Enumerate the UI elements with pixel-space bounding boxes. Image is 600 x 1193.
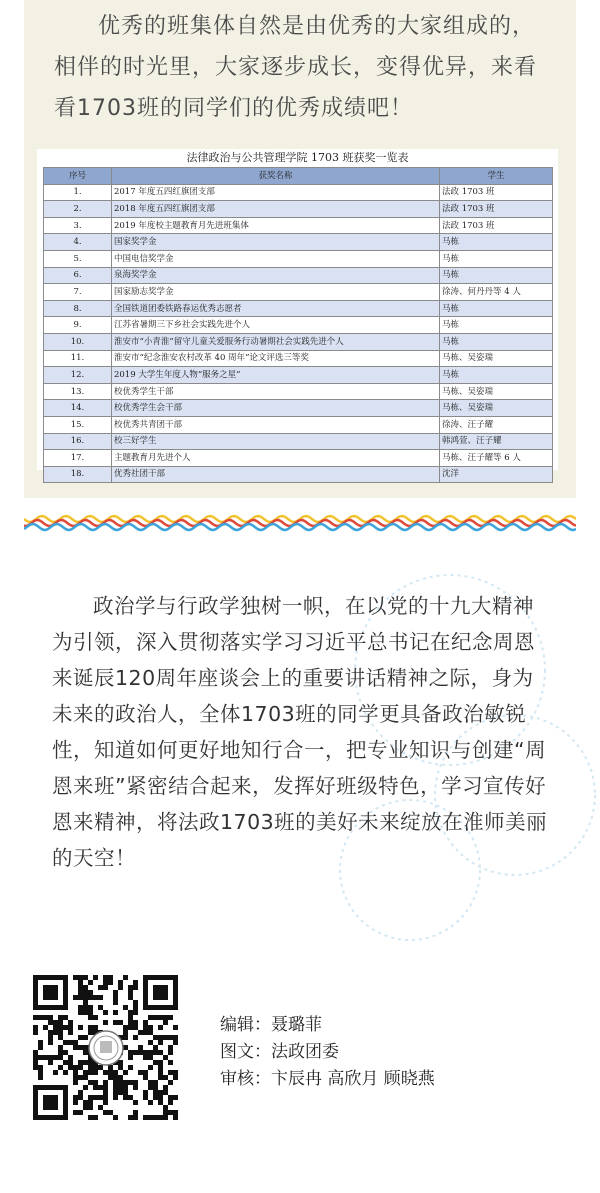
award-row (44, 433, 553, 450)
award-row-no: 8. (44, 300, 112, 317)
award-row-no: 13. (44, 383, 112, 400)
award-row-student: 马栋、吴姿瑞 (440, 383, 553, 400)
award-row (44, 367, 553, 384)
award-table-header-row (44, 168, 553, 185)
award-row-no: 5. (44, 250, 112, 267)
award-row-student: 法政 1703 班 (440, 184, 553, 201)
award-row-name: 2019 大学生年度人物“服务之星” (112, 367, 440, 384)
award-row-name: 校优秀共青团干部 (112, 416, 440, 433)
award-row (44, 217, 553, 234)
award-row-name: 淮安市“小青淮”留守儿童关爱服务行动暑期社会实践先进个人 (112, 333, 440, 350)
header-no: 序号 (44, 168, 112, 185)
award-row-name: 校优秀学生会干部 (112, 400, 440, 417)
award-row-no: 2. (44, 201, 112, 218)
award-row-student: 法政 1703 班 (440, 217, 553, 234)
award-row-no: 11. (44, 350, 112, 367)
award-row-student: 马栋 (440, 250, 553, 267)
award-row-no: 18. (44, 466, 112, 483)
award-row (44, 466, 553, 483)
award-row-student: 沈洋 (440, 466, 553, 483)
award-row (44, 383, 553, 400)
award-row-student: 马栋 (440, 267, 553, 284)
award-row-student: 马栋、汪子耀等 6 人 (440, 450, 553, 467)
award-row (44, 267, 553, 284)
credits (220, 1012, 435, 1093)
award-row-student: 韩鸿萱、汪子耀 (440, 433, 553, 450)
award-table-body (44, 184, 553, 483)
award-row-name: 全国铁道团委铁路春运优秀志愿者 (112, 300, 440, 317)
body-paragraph: 政治学与行政学独树一帜，在以党的十九大精神为引领，深入贯彻落实学习习近平总书记在纪念周恩来诞辰120周年座谈会上的重要讲话精神之际，身为未来的政治人，全体1703班的同学更具备政治敏锐性，知道如何更好地知行合一，把专业知识与创建“周恩来班”紧密结合起来，发挥好班级特色，学习宣传好恩来精神，将法政1703班的美好未来绽放在淮师美丽的天空！ (52, 594, 548, 870)
award-row-no: 1. (44, 184, 112, 201)
award-row-name: 淮安市“纪念淮安农村改革 40 周年”论文评选三等奖 (112, 350, 440, 367)
award-table (43, 167, 553, 483)
qr-code[interactable] (20, 968, 192, 1128)
award-row-name: 优秀社团干部 (112, 466, 440, 483)
award-row-no: 10. (44, 333, 112, 350)
award-table-image (37, 149, 558, 480)
intro-paragraph: 优秀的班集体自然是由优秀的大家组成的，相伴的时光里，大家逐步成长，变得优异，来看看1703班的同学们的优秀成绩吧！ (54, 14, 538, 121)
award-row-student: 马栋、吴姿瑞 (440, 400, 553, 417)
award-row (44, 201, 553, 218)
award-row-name: 国家励志奖学金 (112, 284, 440, 301)
award-row-student: 徐涛、何丹丹等 4 人 (440, 284, 553, 301)
award-row-name: 2017 年度五四红旗团支部 (112, 184, 440, 201)
award-row-student: 马栋 (440, 234, 553, 251)
award-row-student: 马栋、吴姿瑞 (440, 350, 553, 367)
award-row-student: 马栋 (440, 333, 553, 350)
award-row-name: 中国电信奖学金 (112, 250, 440, 267)
award-row-no: 17. (44, 450, 112, 467)
award-row-student: 徐涛、汪子耀 (440, 416, 553, 433)
intro-text (24, 6, 576, 129)
credit-editor: 编辑：聂璐菲 (220, 1015, 322, 1035)
award-row (44, 250, 553, 267)
award-row-no: 9. (44, 317, 112, 334)
award-row-student: 马栋 (440, 367, 553, 384)
award-row-name: 江苏省暑期三下乡社会实践先进个人 (112, 317, 440, 334)
award-row-name: 校优秀学生干部 (112, 383, 440, 400)
award-row-no: 4. (44, 234, 112, 251)
wave-divider (24, 512, 576, 534)
award-row-no: 7. (44, 284, 112, 301)
award-row (44, 416, 553, 433)
award-row-name: 2019 年度校主题教育月先进班集体 (112, 217, 440, 234)
award-row (44, 284, 553, 301)
award-row-student: 法政 1703 班 (440, 201, 553, 218)
header-award-name: 获奖名称 (112, 168, 440, 185)
wave-line-blue (24, 524, 576, 530)
award-row-name: 2018 年度五四红旗团支部 (112, 201, 440, 218)
award-row-no: 12. (44, 367, 112, 384)
award-row (44, 333, 553, 350)
award-row-name: 校三好学生 (112, 433, 440, 450)
award-row (44, 450, 553, 467)
award-row-no: 15. (44, 416, 112, 433)
award-row (44, 400, 553, 417)
award-row-student: 马栋 (440, 317, 553, 334)
award-row-name: 主题教育月先进个人 (112, 450, 440, 467)
body-text (52, 588, 552, 876)
award-row (44, 300, 553, 317)
award-row-no: 16. (44, 433, 112, 450)
award-row-name: 泉海奖学金 (112, 267, 440, 284)
award-row-student: 马栋 (440, 300, 553, 317)
award-row-no: 6. (44, 267, 112, 284)
award-row (44, 234, 553, 251)
award-table-title: 法律政治与公共管理学院 1703 班获奖一览表 (186, 151, 409, 164)
header-student: 学生 (440, 168, 553, 185)
award-row (44, 184, 553, 201)
qr-logo-emblem (89, 1031, 123, 1065)
award-row-name: 国家奖学金 (112, 234, 440, 251)
credit-graphics: 图文：法政团委 (220, 1042, 339, 1062)
award-row (44, 350, 553, 367)
award-row-no: 3. (44, 217, 112, 234)
award-row-no: 14. (44, 400, 112, 417)
credit-review: 审核：卞辰冉 高欣月 顾晓燕 (220, 1069, 435, 1089)
award-row (44, 317, 553, 334)
